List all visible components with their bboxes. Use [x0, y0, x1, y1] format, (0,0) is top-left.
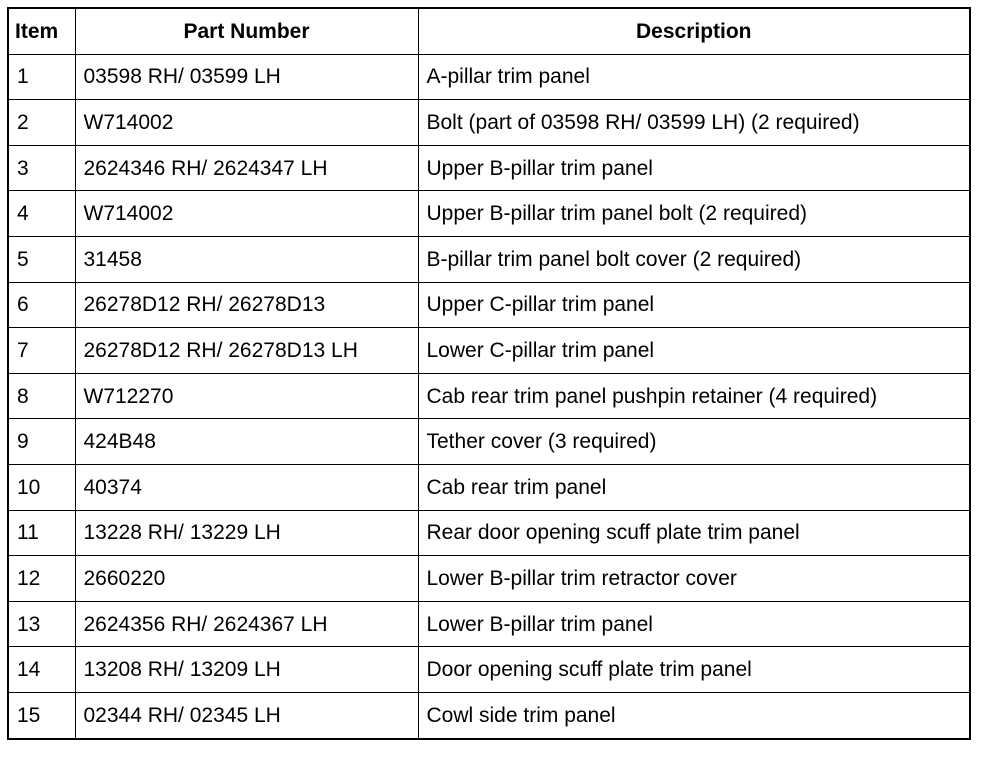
- table-row: [8, 54, 970, 100]
- part-number-cell: 2660220: [75, 556, 418, 602]
- part-number-cell: 13228 RH/ 13229 LH: [75, 510, 418, 556]
- parts-table: [7, 7, 971, 740]
- item-cell: 11: [8, 510, 75, 556]
- table-row: [8, 100, 970, 146]
- description-cell: Door opening scuff plate trim panel: [418, 647, 970, 693]
- item-cell: 2: [8, 100, 75, 146]
- header-item: Item: [8, 8, 75, 54]
- part-number-cell: 2624346 RH/ 2624347 LH: [75, 145, 418, 191]
- description-cell: Lower B-pillar trim panel: [418, 601, 970, 647]
- part-number-cell: 03598 RH/ 03599 LH: [75, 54, 418, 100]
- table-row: [8, 145, 970, 191]
- description-cell: Upper B-pillar trim panel: [418, 145, 970, 191]
- table-row: [8, 692, 970, 738]
- part-number-cell: 13208 RH/ 13209 LH: [75, 647, 418, 693]
- item-cell: 1: [8, 54, 75, 100]
- part-number-cell: 40374: [75, 464, 418, 510]
- description-cell: Upper B-pillar trim panel bolt (2 required): [418, 191, 970, 237]
- part-number-cell: 424B48: [75, 419, 418, 465]
- item-cell: 10: [8, 464, 75, 510]
- table-row: [8, 510, 970, 556]
- description-cell: Lower C-pillar trim panel: [418, 328, 970, 374]
- item-cell: 3: [8, 145, 75, 191]
- table-row: [8, 647, 970, 693]
- part-number-cell: 26278D12 RH/ 26278D13 LH: [75, 328, 418, 374]
- description-cell: Cab rear trim panel: [418, 464, 970, 510]
- description-cell: Tether cover (3 required): [418, 419, 970, 465]
- description-cell: Rear door opening scuff plate trim panel: [418, 510, 970, 556]
- part-number-cell: 31458: [75, 236, 418, 282]
- header-description: Description: [418, 8, 970, 54]
- item-cell: 15: [8, 692, 75, 738]
- description-cell: B-pillar trim panel bolt cover (2 required): [418, 236, 970, 282]
- header-row: [8, 8, 970, 54]
- item-cell: 6: [8, 282, 75, 328]
- table-body: [8, 54, 970, 738]
- description-cell: Cab rear trim panel pushpin retainer (4 required): [418, 373, 970, 419]
- description-cell: Cowl side trim panel: [418, 692, 970, 738]
- table-row: [8, 282, 970, 328]
- table-row: [8, 419, 970, 465]
- header-part-number: Part Number: [75, 8, 418, 54]
- part-number-cell: 02344 RH/ 02345 LH: [75, 692, 418, 738]
- table-row: [8, 373, 970, 419]
- item-cell: 14: [8, 647, 75, 693]
- table-header: [8, 8, 970, 54]
- description-cell: Lower B-pillar trim retractor cover: [418, 556, 970, 602]
- description-cell: A-pillar trim panel: [418, 54, 970, 100]
- table-row: [8, 236, 970, 282]
- part-number-cell: W714002: [75, 191, 418, 237]
- part-number-cell: W714002: [75, 100, 418, 146]
- description-cell: Bolt (part of 03598 RH/ 03599 LH) (2 required): [418, 100, 970, 146]
- table-row: [8, 556, 970, 602]
- part-number-cell: W712270: [75, 373, 418, 419]
- item-cell: 9: [8, 419, 75, 465]
- part-number-cell: 2624356 RH/ 2624367 LH: [75, 601, 418, 647]
- part-number-cell: 26278D12 RH/ 26278D13: [75, 282, 418, 328]
- item-cell: 4: [8, 191, 75, 237]
- item-cell: 5: [8, 236, 75, 282]
- item-cell: 8: [8, 373, 75, 419]
- table-row: [8, 601, 970, 647]
- item-cell: 13: [8, 601, 75, 647]
- item-cell: 7: [8, 328, 75, 374]
- table-row: [8, 328, 970, 374]
- table-row: [8, 464, 970, 510]
- item-cell: 12: [8, 556, 75, 602]
- table-row: [8, 191, 970, 237]
- description-cell: Upper C-pillar trim panel: [418, 282, 970, 328]
